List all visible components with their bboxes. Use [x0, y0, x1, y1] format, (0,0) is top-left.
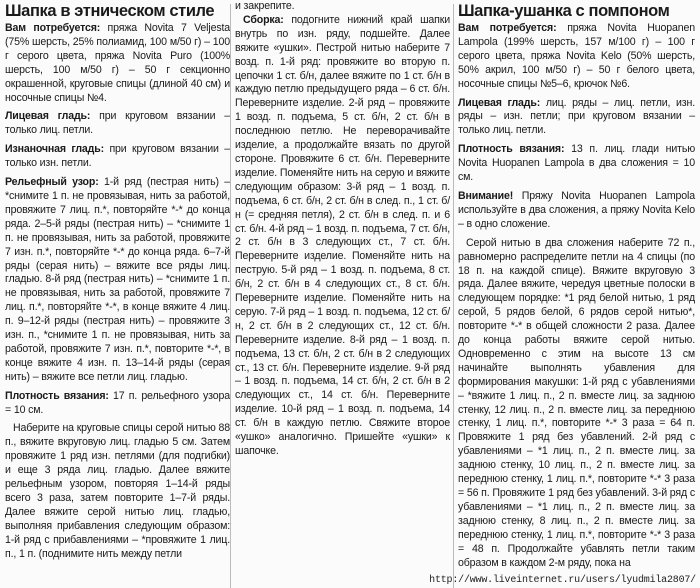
relief-pattern-paragraph	[5, 176, 230, 385]
assembly-text: подогните нижний край шапки внутрь по изн. ряду, подшейте. Далее вяжите «ушки». Пестрой нитью наберите 7 возд. п. 1-й ряд: провяжите во вторую п. цепочки 1 ст. б/н, далее вяжите по 1 ст. б/н в каждую петлю предыдущего ряда – 6 ст. б/н. Переверните изделие. 2-й ряд – провяжите 1 возд. п. подъема, 5 ст. б/н, 2 ст. б/н в последнюю петлю. Не переворачивайте изделие, а продолжайте вязать по другой стороне. Провяжите 6 ст. б/н. Переверните изделие. Поменяйте нить на серую и вяжите следующим образом: 3-й ряд – 1 возд. п. подъема, 6 ст. б/н, 2 ст. б/н в след. п., 1 ст. б/н (= средняя петля), 2 ст. б/н в след. п. и 6 ст. б/н. 4-й ряд – 1 возд. п. подъема, 7 ст. б/н, 2 ст. б/н в 3 следующих ст., 7 ст. б/н. Переверните изделие. Поменяйте нить на пеструю. 5-й ряд – 1 возд. п. подъема, 8 ст. б/н, 2 ст. б/н в 4 следующих ст., 8 ст. б/н. Переверните изделие. Поменяйте нить на серую. 7-й ряд – 1 возд. п. подъема, 12 ст. б/н, 2 ст. б/н в 2 следующих ст., 12 ст. б/н. Переверните изделие. 8-й ряд – 1 возд. п. подъема, 13 ст. б/н, 2 ст. б/н в 2 следующих ст., 13 ст. б/н. Переверните изделие. 9-й ряд – 1 возд. п. подъема, 14 ст. б/н, 2 ст. б/н в 2 следующих ст., 14 ст. б/н. Переверните изделие. 10-й ряд – 1 возд. п. подъема, 14 ст. б/н в каждую петлю. Свяжите второе «ушко» аналогично. Пришейте «ушки» к шапочке.	[235, 13, 450, 457]
density-label: Плотность вязания:	[458, 143, 565, 156]
relief-pattern-text: 1-й ряд (пестрая нить) – *снимите 1 п. не провязывая, нить за работой, провяжите 7 лиц. п.*, повторяйте *-* до конца ряда. 2–5-й ряды (пестрая нить) – *снимите 1 п. не провязывая, нить за работой, провяжите 7 изн. п.*, повторяйте *-* до конца ряда. 6–7-й ряды (серая нить) – вяжите все ряды лиц. гладью. 8-й ряд (пестрая нить) – *снимите 1 п. не провязывая, нить за работой, провяжите 7 лиц. п.*, повторяйте *-*, в конце вяжите 4 лиц. п. 9–12-й ряды (пестрая нить) – провяжите 3 изн. п., *снимите 1 п. не провязывая, нить за работой, провяжите 7 изн. п.*, повторите *-*, в конце вяжите 4 изн. п. 13–14-й ряды (серая нить) – вяжите все петли лиц. гладью.	[5, 176, 230, 383]
face-stitch-text: при круговом вязании – только лиц. петли.	[5, 110, 230, 137]
face-stitch-paragraph	[458, 97, 695, 139]
column-left	[5, 0, 230, 562]
materials-paragraph	[458, 22, 695, 92]
attention-text: Пряжу Novita Huopanen Lampola используйте в два сложения, а пряжу Novita Kelo – в одно сложение.	[458, 189, 695, 230]
column-middle	[235, 0, 450, 459]
column-right	[458, 0, 695, 570]
article-title-earflap-hat: Шапка-ушанка с помпоном	[458, 2, 670, 20]
assembly-label: Сборка:	[243, 13, 284, 26]
face-stitch-text: лиц. ряды – лиц. петли, изн. ряды – изн. петли; при круговом вязании – только лиц. петли.	[458, 96, 695, 137]
density-paragraph	[458, 143, 695, 185]
instructions-paragraph: Серой нитью в два сложения наберите 72 п., равномерно распределите петли на 4 спицы (по 18 п. на каждой спице). Вяжите вкруговую 3 ряда. Далее вяжите, чередуя цветные полоски в следующем порядке: *1 ряд белой нитью, 1 ряд серой, 5 рядов белой, 6 рядов серой нитью*, повторите *-* в общей сложности 2 раза. Далее до конца работы вяжите серой нитью. Одновременно с этим на высоте 13 см начинайте выполнять убавления для формирования макушки: 1-й ряд с убавлениями – *вяжите 1 лиц. п., 2 п. вместе лиц. за заднюю стенку, 12 лиц. п., 2 п. вместе лиц. за переднюю стенку, 1 лиц. п.*, повторите *-* 3 раза = 64 п. Провяжите 1 ряд без убавлений. 2-й ряд с убавлениями – *1 лиц. п., 2 п. вместе лиц. за заднюю стенку, 10 лиц. п., 2 п. вместе лиц. за переднюю стенку, 1 лиц. п.*, повторите *-* 3 раза = 56 п. Провяжите 1 ряд без убавлений. 3-й ряд с убавлениями – *1 лиц. п., 2 п. вместе лиц. за заднюю стенку, 8 лиц. п., 2 п. вместе лиц. за переднюю стенку, 1 лиц. п.*, повторите *-* 3 раза = 48 п. Продолжайте убавлять петли таким образом в каждом 2-м ряду, пока на	[458, 236, 695, 569]
density-text: 17 п. рельефного узора = 10 см.	[5, 389, 230, 416]
attention-paragraph	[458, 190, 695, 232]
article-title-ethnic-hat: Шапка в этническом стиле	[5, 2, 215, 20]
purl-stitch-paragraph	[5, 143, 230, 171]
density-text: 13 п. лиц. глади нитью Novita Huopanen Lampola в два сложения = 10 см.	[458, 143, 695, 184]
instructions-paragraph: Наберите на круговые спицы серой нитью 88 п., вяжите вкруговую лиц. гладью 5 см. Затем провяжите 1 ряд изн. петлями (для подгибки) и еще 3 ряда лиц. гладью. Далее вяжите рельефным узором, повторяя 1–14-й ряды всего 3 раза, затем повторите 1–7-й ряды. Далее вяжите серой нитью лиц. гладью, выполняя прибавления следующим образом: 1-й ряд с прибавлениями – *провяжите 1 лиц. п., 1 п. (поднимите нить между петли	[5, 422, 230, 560]
materials-label: Вам потребуется:	[458, 22, 557, 34]
materials-text: пряжа Novita 7 Veljesta (75% шерсть, 25% полиамид, 100 м/50 г) – 100 г серого цвета, пряжа Novita Puro (100% шерсть, 100 м/50 г) – 50 г секционно окрашенной, круговые спицы (длиной 40 см) и носочные спицы №4.	[5, 22, 231, 104]
face-stitch-label: Лицевая гладь:	[5, 110, 91, 123]
assembly-paragraph	[235, 14, 450, 459]
attention-label: Внимание!	[458, 189, 514, 202]
continuation-text: и закрепите.	[235, 0, 295, 12]
purl-stitch-label: Изнаночная гладь:	[5, 143, 104, 156]
source-watermark: http://www.liveinternet.ru/users/lyudmila2807/	[429, 575, 696, 586]
density-label: Плотность вязания:	[5, 389, 109, 402]
face-stitch-paragraph	[5, 110, 230, 138]
relief-pattern-label: Рельефный узор:	[5, 176, 99, 189]
column-divider	[453, 4, 454, 588]
purl-stitch-text: при круговом вязании – только изн. петли.	[5, 143, 231, 170]
materials-paragraph	[5, 22, 230, 105]
materials-label: Вам потребуется:	[5, 22, 101, 34]
face-stitch-label: Лицевая гладь:	[458, 96, 541, 109]
materials-text: пряжа Novita Huopanen Lampola (199% шерсть, 157 м/100 г) – 100 г серого цвета, пряжа Novita Kelo (50% шерсть, 50% акрил, 100 м/50 г) – 50 г белого цвета, носочные спицы №5–6, крючок №6.	[458, 22, 695, 90]
column-divider	[230, 4, 231, 588]
density-paragraph	[5, 390, 230, 418]
